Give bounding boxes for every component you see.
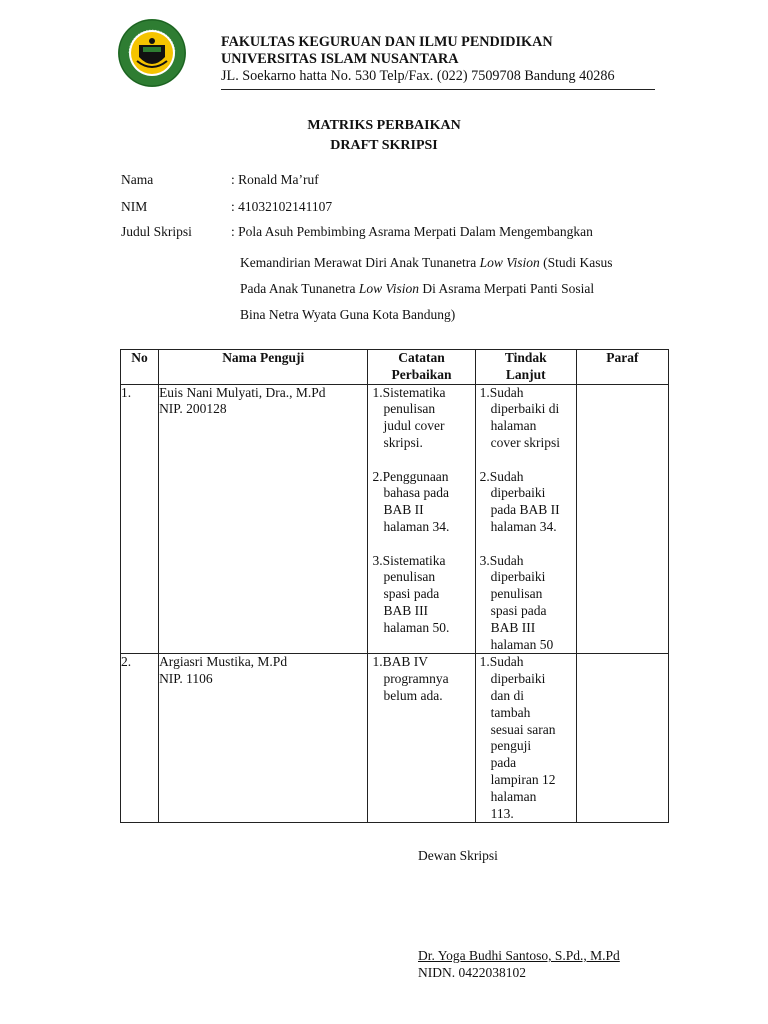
- judul-label: Judul Skripsi: [121, 224, 192, 239]
- item-line: sesuai saran: [490, 721, 556, 737]
- paraf-cell: [576, 384, 668, 654]
- table-header-row: [121, 350, 669, 385]
- penguji-nip: NIP. 200128: [159, 401, 227, 417]
- item-line: penguji: [490, 738, 532, 754]
- item-line: penulisan: [383, 569, 436, 585]
- item-line: diperbaiki: [490, 485, 546, 501]
- uninus-logo: [117, 17, 187, 89]
- item-heading: 2.Sudah: [479, 468, 524, 484]
- judul-line-2-end: (Studi Kasus: [539, 255, 613, 270]
- item-heading: 3.Sistematika: [372, 552, 446, 568]
- header-tindak-line-1: Tindak: [504, 350, 547, 365]
- item-line: diperbaiki di: [490, 401, 560, 417]
- item-line: BAB III: [383, 602, 429, 618]
- catatan-item: [368, 654, 474, 704]
- tindak-item: [476, 553, 576, 654]
- judul-continuation: [240, 250, 612, 328]
- item-line: pada: [490, 755, 517, 771]
- signature-name: Dr. Yoga Budhi Santoso, S.Pd., M.Pd: [418, 948, 620, 963]
- faculty-name: FAKULTAS KEGURUAN DAN ILMU PENDIDIKAN: [221, 34, 553, 50]
- item-line: halaman 50: [490, 636, 554, 652]
- item-line: belum ada.: [383, 687, 443, 703]
- header-catatan-perbaikan: [368, 350, 475, 385]
- judul-line-2-italic: Low Vision: [479, 255, 540, 270]
- item-line: diperbaiki: [490, 671, 546, 687]
- catatan-item: [368, 469, 474, 536]
- item-line: tambah: [490, 704, 531, 720]
- row-number: 2.: [121, 654, 159, 823]
- title-line-1: MATRIKS PERBAIKAN: [307, 118, 461, 133]
- item-line: bahasa pada: [383, 485, 450, 501]
- tindak-item: [476, 654, 576, 822]
- title-line-2: DRAFT SKRIPSI: [330, 138, 438, 153]
- item-line: spasi pada: [383, 586, 440, 602]
- item-line: halaman: [490, 418, 537, 434]
- header-nama-penguji: Nama Penguji: [159, 350, 368, 385]
- item-heading: 3.Sudah: [479, 552, 524, 568]
- header-catatan-line-1: Catatan: [398, 350, 445, 365]
- university-address: JL. Soekarno hatta No. 530 Telp/Fax. (022) 7509708 Bandung 40286: [221, 68, 615, 84]
- penguji-nip: NIP. 1106: [159, 671, 213, 687]
- judul-line-3-end: Di Asrama Merpati Panti Sosial: [419, 281, 595, 296]
- judul-line-3-italic: Low Vision: [358, 281, 420, 296]
- tindak-item: [476, 469, 576, 536]
- item-line: programnya: [383, 671, 449, 687]
- revision-matrix-table: [120, 349, 669, 823]
- tindak-lanjut-cell: [475, 654, 576, 823]
- judul-line-2: [240, 250, 612, 276]
- nim-label: NIM: [121, 199, 148, 214]
- judul-line-2-text: Kemandirian Merawat Diri Anak Tunanetra: [240, 255, 480, 270]
- item-line: BAB III: [490, 619, 536, 635]
- item-line: skripsi.: [383, 434, 423, 450]
- penguji-name: Argiasri Mustika, M.Pd: [159, 654, 288, 670]
- tindak-lanjut-cell: [475, 384, 576, 654]
- signature-title: Dewan Skripsi: [418, 848, 498, 863]
- item-line: 113.: [490, 805, 514, 821]
- table-row: [121, 384, 669, 654]
- signature-nidn: NIDN. 0422038102: [418, 965, 526, 980]
- item-line: BAB II: [383, 502, 424, 518]
- letterhead-divider: [221, 89, 655, 90]
- item-line: spasi pada: [490, 602, 547, 618]
- document-title: [0, 116, 768, 156]
- nim-value: : 41032102141107: [231, 199, 333, 214]
- item-line: penulisan: [383, 401, 436, 417]
- item-heading: 1.Sudah: [479, 654, 524, 670]
- header-paraf: Paraf: [576, 350, 668, 385]
- table-body: [121, 384, 669, 823]
- nama-value: : Ronald Ma’ruf: [231, 172, 319, 187]
- header-catatan-line-2: Perbaikan: [391, 366, 452, 382]
- penguji-cell: [159, 654, 368, 823]
- item-line: cover skripsi: [490, 434, 560, 450]
- judul-line-3: [240, 276, 612, 302]
- row-number: 1.: [121, 384, 159, 654]
- catatan-item: [368, 553, 474, 637]
- header-tindak-lanjut: [475, 350, 576, 385]
- item-line: diperbaiki: [490, 569, 546, 585]
- item-line: pada BAB II: [490, 502, 560, 518]
- item-line: halaman 34.: [490, 518, 557, 534]
- item-heading: 2.Penggunaan: [372, 468, 449, 484]
- header-no: No: [121, 350, 159, 385]
- header-tindak-line-2: Lanjut: [505, 366, 546, 382]
- item-heading: 1.BAB IV: [372, 654, 428, 670]
- item-line: penulisan: [490, 586, 543, 602]
- judul-line-3-text: Pada Anak Tunanetra: [240, 281, 359, 296]
- tindak-item: [476, 385, 576, 452]
- catatan-perbaikan-cell: [368, 384, 475, 654]
- nama-label: Nama: [121, 172, 154, 187]
- judul-line-1: : Pola Asuh Pembimbing Asrama Merpati Dalam Mengembangkan: [231, 224, 593, 239]
- item-line: halaman: [490, 788, 537, 804]
- judul-line-4: Bina Netra Wyata Guna Kota Bandung): [240, 307, 456, 322]
- paraf-cell: [576, 654, 668, 823]
- item-line: halaman 34.: [383, 518, 450, 534]
- item-line: halaman 50.: [383, 619, 450, 635]
- item-line: judul cover: [383, 418, 445, 434]
- item-heading: 1.Sudah: [479, 384, 524, 400]
- catatan-item: [368, 385, 474, 452]
- letterhead: [221, 34, 615, 85]
- university-name: UNIVERSITAS ISLAM NUSANTARA: [221, 51, 459, 67]
- penguji-name: Euis Nani Mulyati, Dra., M.Pd: [159, 384, 326, 400]
- catatan-perbaikan-cell: [368, 654, 475, 823]
- item-line: lampiran 12: [490, 771, 556, 787]
- item-line: dan di: [490, 687, 524, 703]
- penguji-cell: [159, 384, 368, 654]
- item-heading: 1.Sistematika: [372, 384, 446, 400]
- table-row: [121, 654, 669, 823]
